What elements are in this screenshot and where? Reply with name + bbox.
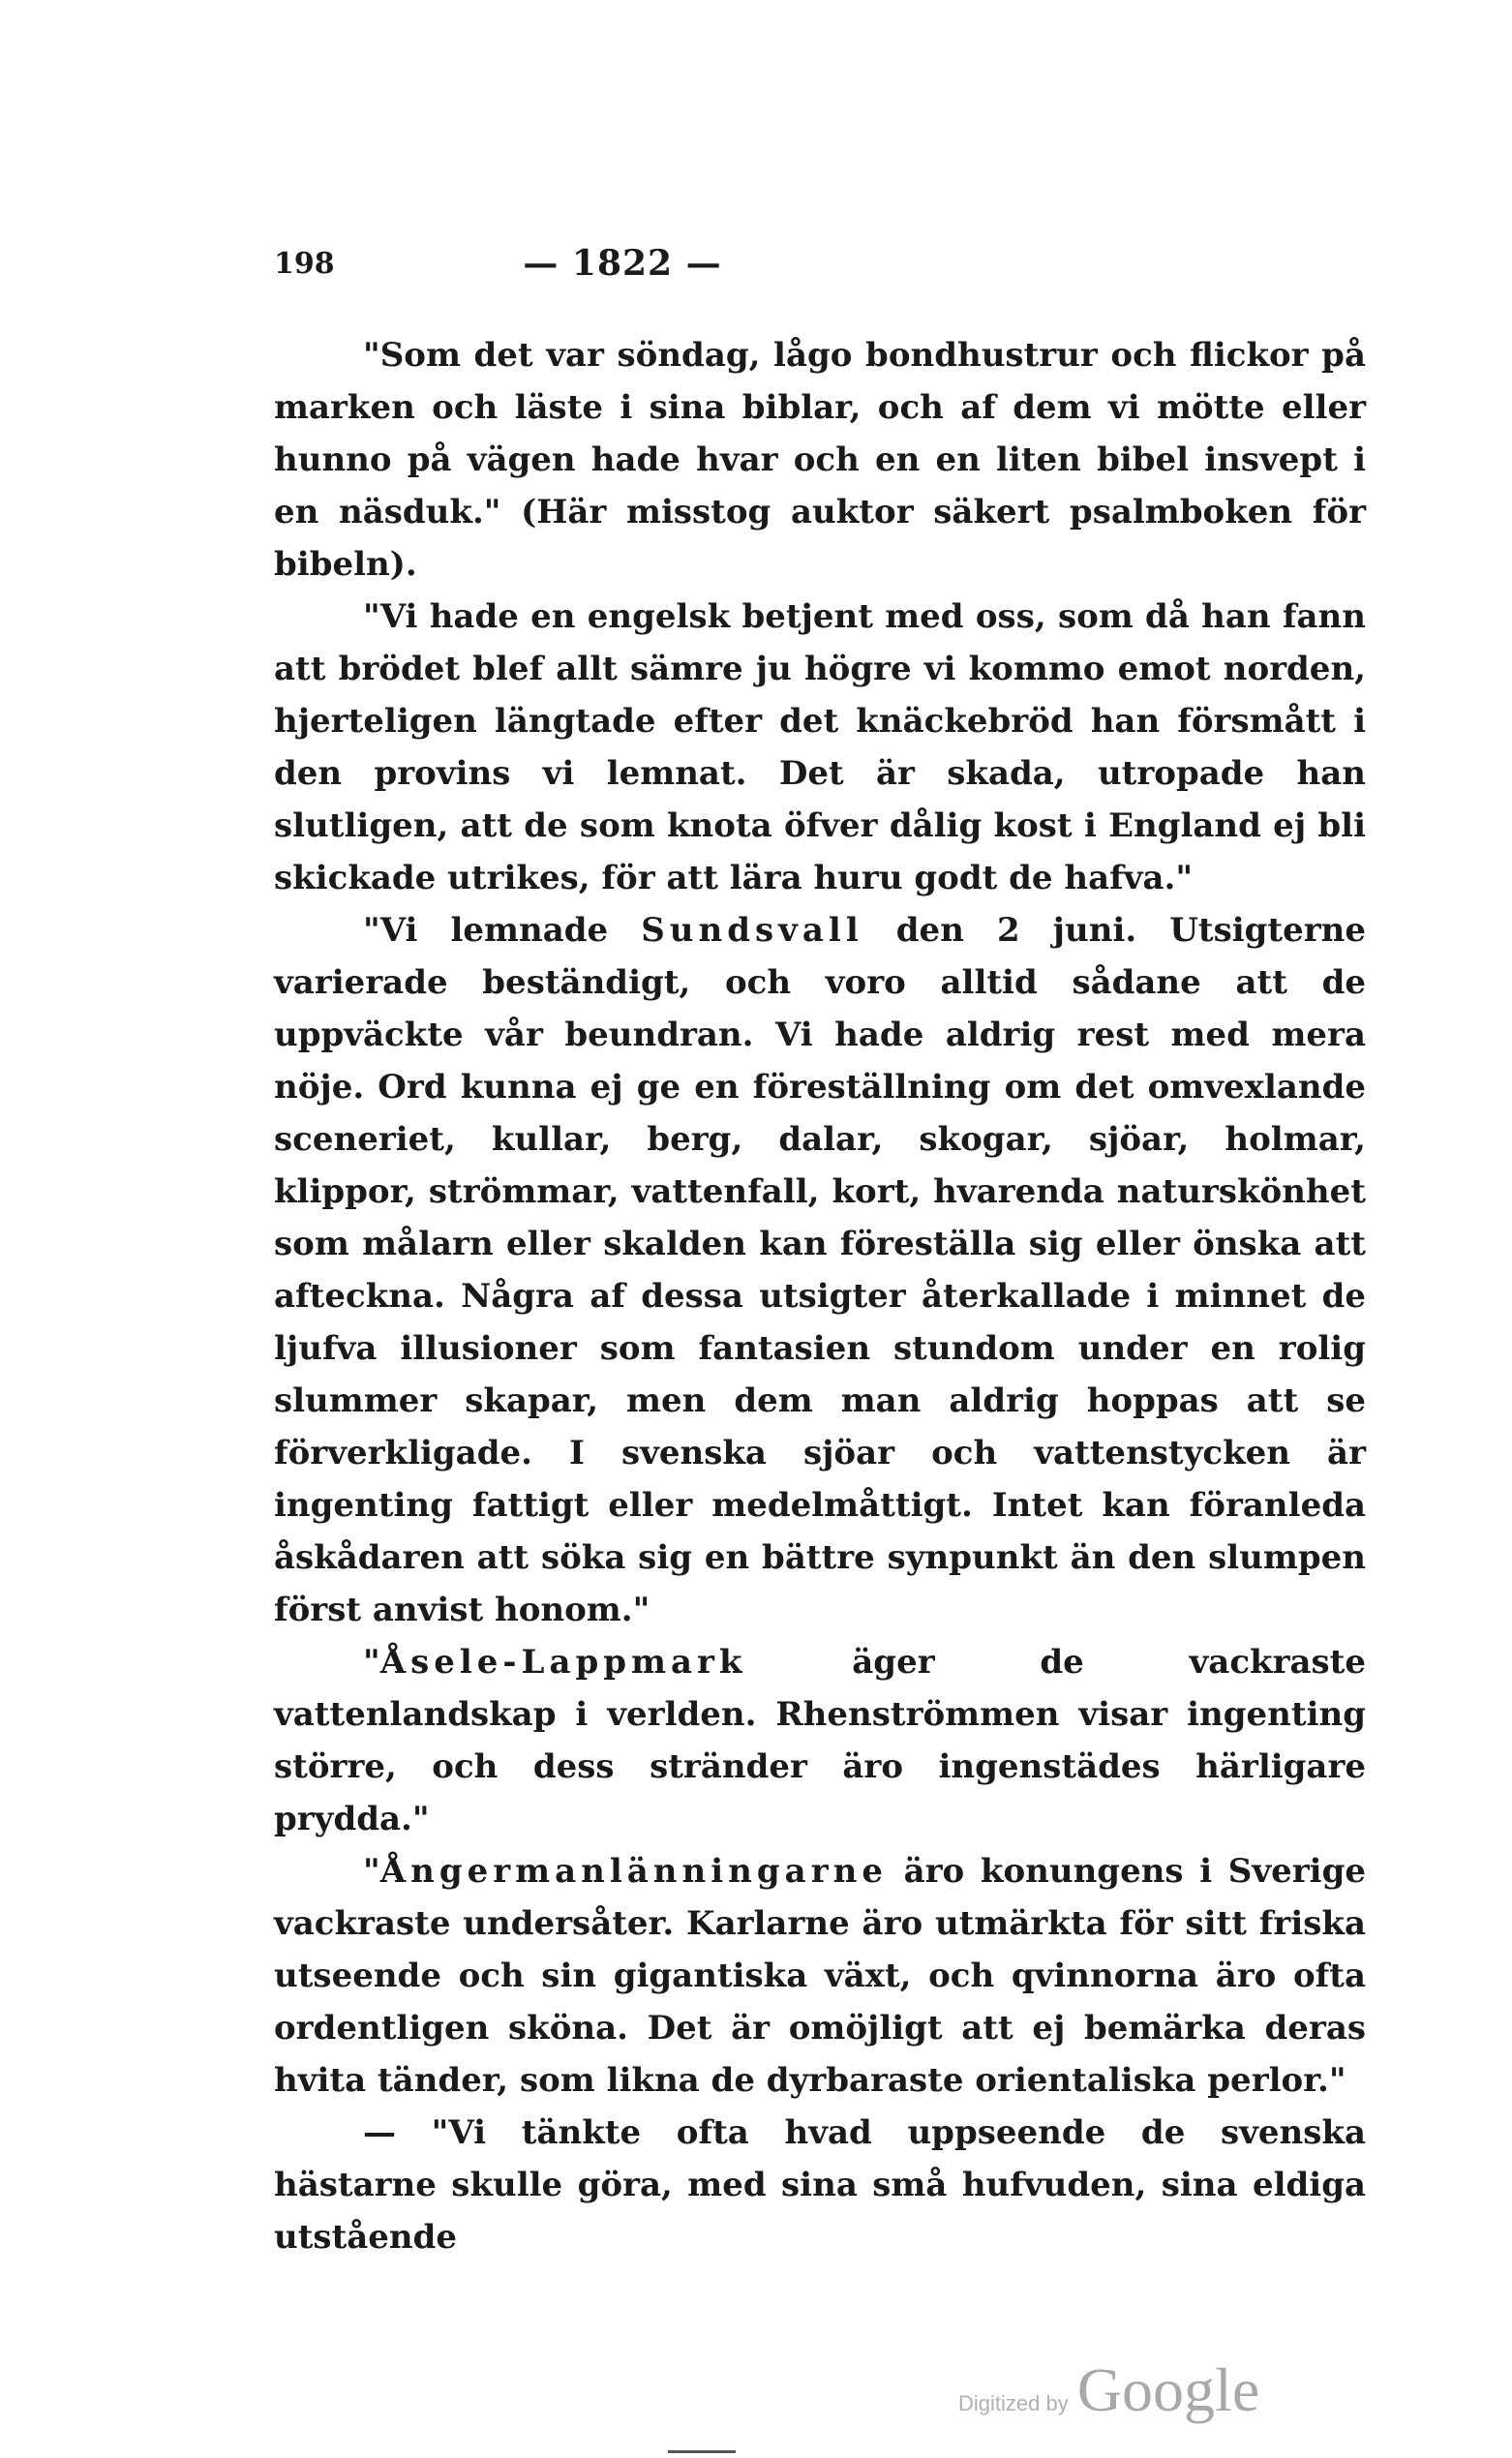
paragraph-text: " bbox=[363, 1852, 380, 1891]
paragraph-text: äger de vackraste vattenlandskap i verlden. Rhenströmmen visar ingenting större, och dess stränder äro ingenstädes härligare prydda." bbox=[274, 1643, 1366, 1838]
paragraph-text: den 2 juni. Utsigterne varierade beständigt, och voro alltid sådane att de uppväckte vår beundran. Vi hade aldrig rest med mera nöje. Ord kunna ej ge en föreställning om det omvexlande sceneriet, kullar, berg, dalar, skogar, sjöar, holmar, klippor, strömmar, vattenfall, kort, hvarenda naturskönhet som målarn eller skalden kan föreställa sig eller önska att afteckna. Några af dessa utsigter återkallade i minnet de ljufva illusioner som fantasien stundom under en rolig slummer skapar, men dem man aldrig hoppas att se förverkligade. I svenska sjöar och vattenstycken är ingenting fattigt eller medelmåttigt. Intet kan föranleda åskådaren att söka sig en bättre synpunkt än den slumpen först anvist honom." bbox=[274, 911, 1367, 1629]
paragraph: "Som det var söndag, lågo bondhustrur och flickor på marken och läste i sina biblar, och af dem vi mötte eller hunno på vägen hade hvar och en en liten bibel insvept i en näsduk." (Här misstog auktor säkert psalmboken för bibeln). bbox=[274, 336, 1366, 584]
google-logo: Google bbox=[1076, 2355, 1260, 2424]
page-number: 198 bbox=[274, 247, 335, 281]
year-heading: — 1822 — bbox=[523, 243, 722, 284]
paragraph-text: äro konungens i Sverige vackraste undersåter. Karlarne äro utmärkta för sitt friska utseende och sin gigantiska växt, och qvinnorna äro ofta ordentligen sköna. Det är omöjligt att ej bemärka deras hvita tänder, som likna de dyrbaraste orientaliska perlor." bbox=[274, 1852, 1366, 2100]
bottom-rule bbox=[668, 2450, 736, 2453]
spaced-place-name: Sundsvall bbox=[641, 911, 863, 950]
running-head bbox=[274, 243, 971, 295]
paragraph: "Vi hade en engelsk betjent med oss, som då han fann att brödet blef allt sämre ju högre vi kommo emot norden, hjerteligen längtade efter det knäckebröd han försmått i den provins vi lemnat. Det är skada, utropade han slutligen, att de som knota öfver dålig kost i England ej bli skickade utrikes, för att lära huru godt de hafva." bbox=[274, 597, 1366, 897]
paragraph: — "Vi tänkte ofta hvad uppseende de svenska hästarne skulle göra, med sina små hufvuden, sina eldiga utstående bbox=[274, 2113, 1366, 2257]
paragraph-text: "Vi lemnade bbox=[363, 911, 642, 950]
paragraph-text: " bbox=[363, 1643, 380, 1682]
paragraph bbox=[274, 904, 1366, 1636]
body-text bbox=[274, 329, 1366, 2263]
spaced-people-name: Ångermanlänningarne bbox=[379, 1852, 888, 1891]
watermark-prefix: Digitized by bbox=[958, 2391, 1069, 2415]
paragraph bbox=[274, 1845, 1366, 2107]
digitized-watermark bbox=[958, 2354, 1259, 2432]
spaced-place-name: Åsele-Lappmark bbox=[379, 1643, 747, 1682]
paragraph bbox=[274, 1636, 1366, 1845]
